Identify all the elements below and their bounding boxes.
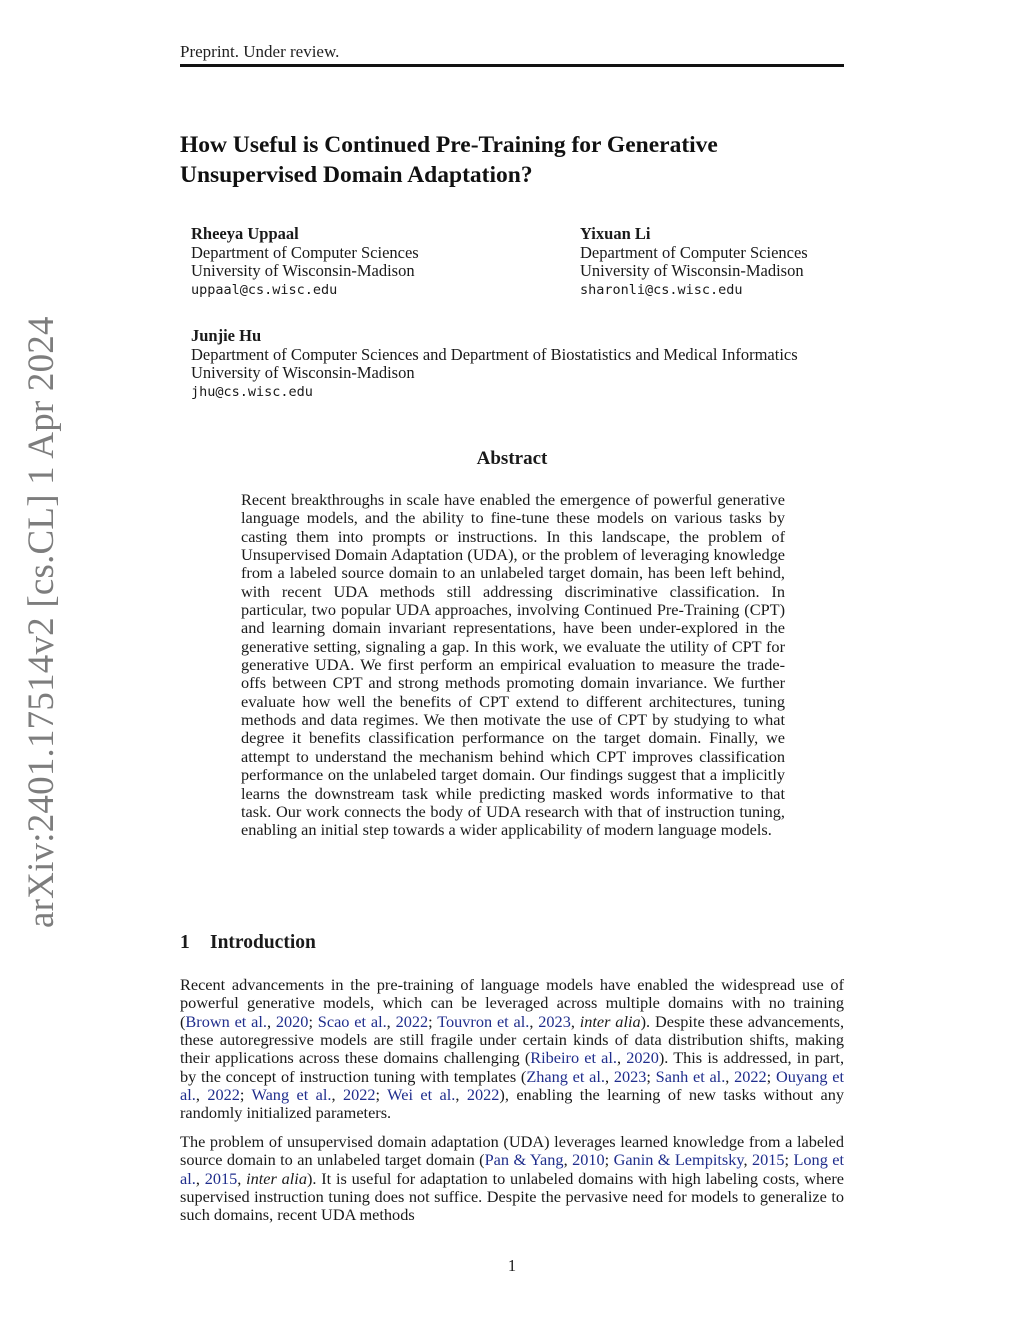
body-text: ). This is addressed, in part, by the concept of instruction tuning with templates ( xyxy=(180,1048,845,1086)
author-block-3 xyxy=(191,327,798,401)
author-university: University of Wisconsin-Madison xyxy=(580,261,804,280)
author-block-1 xyxy=(191,225,419,299)
header-rule xyxy=(180,64,844,67)
section-number: 1 xyxy=(180,932,190,953)
section-title: Introduction xyxy=(210,932,316,953)
italic-phrase: inter alia xyxy=(246,1168,307,1188)
citation-year-link[interactable]: 2020 xyxy=(626,1048,659,1068)
author-block-2 xyxy=(580,225,808,299)
separator: , xyxy=(237,1168,247,1188)
separator: ; xyxy=(308,1011,318,1031)
body-text: Recent advancements in the pre-training of language models have enabled the widespread use of powerful generative models, which can be leveraged across multiple domains with no training ( xyxy=(180,975,844,1031)
citation-link[interactable]: Sanh et al. xyxy=(655,1066,726,1086)
separator: ; xyxy=(604,1150,614,1170)
separator: , xyxy=(195,1168,205,1188)
citation-year-link[interactable]: 2010 xyxy=(572,1150,605,1170)
author-email: sharonli@cs.wisc.edu xyxy=(580,281,743,298)
page-number: 1 xyxy=(507,1256,517,1275)
separator: , xyxy=(743,1150,752,1170)
abstract-heading: Abstract xyxy=(476,448,548,469)
citation-year-link[interactable]: 2015 xyxy=(751,1150,785,1170)
separator: , xyxy=(604,1066,614,1086)
citation-link[interactable]: Ribeiro et al. xyxy=(530,1048,618,1068)
citation-year-link[interactable]: 2022 xyxy=(395,1011,429,1031)
separator: , xyxy=(331,1085,343,1105)
body-text: ). It is useful for adaptation to unlabeled domains with high labeling costs, where supervised instruction tuning does not suffice. Despite the pervasive need for models to generalize to such domains, recent UDA methods xyxy=(180,1168,844,1225)
separator: , xyxy=(386,1011,396,1031)
citation-year-link[interactable]: 2022 xyxy=(342,1085,376,1105)
italic-phrase: inter alia xyxy=(579,1011,641,1031)
separator: , xyxy=(266,1011,276,1031)
separator: , xyxy=(455,1085,467,1105)
separator: , xyxy=(725,1066,735,1086)
author-university: University of Wisconsin-Madison xyxy=(191,363,415,382)
section-heading-introduction xyxy=(180,932,316,954)
citation-link[interactable]: Touvron et al. xyxy=(437,1011,530,1031)
separator: , xyxy=(617,1048,627,1068)
author-name: Rheeya Uppaal xyxy=(191,224,299,243)
author-university: University of Wisconsin-Madison xyxy=(191,261,415,280)
separator: ; xyxy=(239,1085,252,1105)
separator: ; xyxy=(375,1085,388,1105)
citation-year-link[interactable]: 2023 xyxy=(538,1011,571,1031)
arxiv-identifier-stamp: arXiv:2401.17514v2 [cs.CL] 1 Apr 2024 xyxy=(21,316,62,928)
intro-paragraph-1 xyxy=(180,976,844,1123)
separator: ; xyxy=(766,1066,776,1086)
separator: ; xyxy=(784,1150,794,1170)
citation-link[interactable]: Brown et al. xyxy=(185,1011,267,1031)
citation-link[interactable]: Pan & Yang xyxy=(484,1150,564,1170)
body-text: ), enabling the learning of new tasks without any randomly initialized parameters. xyxy=(180,1085,844,1123)
citation-year-link[interactable]: 2022 xyxy=(207,1085,240,1105)
separator: ; xyxy=(646,1066,656,1086)
author-department: Department of Computer Sciences xyxy=(580,242,808,262)
citation-year-link[interactable]: 2023 xyxy=(613,1066,647,1086)
citation-link[interactable]: Long et al. xyxy=(180,1150,845,1188)
citation-link[interactable]: Scao et al. xyxy=(317,1011,387,1031)
author-email: uppaal@cs.wisc.edu xyxy=(191,281,338,298)
citation-link[interactable]: Wang et al. xyxy=(251,1085,332,1105)
author-department: Department of Computer Sciences xyxy=(191,242,419,262)
author-department: Department of Computer Sciences and Department of Biostatistics and Medical Informatics xyxy=(191,344,798,364)
author-email: jhu@cs.wisc.edu xyxy=(191,383,313,400)
citation-year-link[interactable]: 2022 xyxy=(466,1085,500,1105)
intro-paragraph-2 xyxy=(180,1133,844,1225)
citation-year-link[interactable]: 2020 xyxy=(275,1011,309,1031)
abstract-text: Recent breakthroughs in scale have enabled the emergence of powerful generative language models, and the ability to fine-tune these models on various tasks by casting them into prompts or instructions. In this landscape, the problem of Unsupervised Domain Adaptation (UDA), or the problem of leveraging knowledge from a labeled source domain to an unlabeled target domain, has been left behind, with recent UDA methods still addressing discriminative classification. In particular, two popular UDA approaches, involving Continued Pre-Training (CPT) and learning domain invariant representations, have been under-explored in the generative setting, signaling a gap. In this work, we evaluate the utility of CPT for generative UDA. We first perform an empirical evaluation to measure the trade-offs between CPT and strong methods promoting domain invariance. We further evaluate how well the benefits of CPT extend to different architectures, tuning methods and data regimes. We then motivate the use of CPT by studying to what degree it benefits classification performance on the target domain. Finally, we attempt to understand the mechanism behind which CPT improves classification performance on the unlabeled target domain. Our findings suggest that a implicitly learns the downstream task while predicting masked words informative to that task. Our work connects the body of UDA research with that of instruction tuning, enabling an initial step towards a wider applicability of modern language models. xyxy=(241,490,785,840)
separator: , xyxy=(563,1150,573,1170)
separator: ; xyxy=(428,1011,438,1031)
citation-link[interactable]: Wei et al. xyxy=(387,1085,456,1105)
citation-year-link[interactable]: 2015 xyxy=(204,1168,238,1188)
author-name: Yixuan Li xyxy=(580,224,651,243)
separator: , xyxy=(570,1011,580,1031)
running-head: Preprint. Under review. xyxy=(180,42,340,61)
body-text: The problem of unsupervised domain adaptation (UDA) leverages learned knowledge from a labeled source domain to an unlabeled target domain ( xyxy=(180,1132,844,1170)
body-text: ). Despite these advancements, these autoregressive models are still fragile under certain kinds of data distribution shifts, making their applications across these domains challenging ( xyxy=(180,1011,845,1068)
paper-title: How Useful is Continued Pre-Training for Generative Unsupervised Domain Adaptation? xyxy=(180,132,718,188)
separator: , xyxy=(529,1011,539,1031)
author-name: Junjie Hu xyxy=(191,326,262,345)
citation-link[interactable]: Ganin & Lempitsky xyxy=(613,1150,744,1170)
citation-link[interactable]: Ouyang et al. xyxy=(180,1066,844,1105)
citation-year-link[interactable]: 2022 xyxy=(734,1066,767,1086)
citation-link[interactable]: Zhang et al. xyxy=(526,1066,605,1086)
separator: , xyxy=(195,1085,208,1105)
